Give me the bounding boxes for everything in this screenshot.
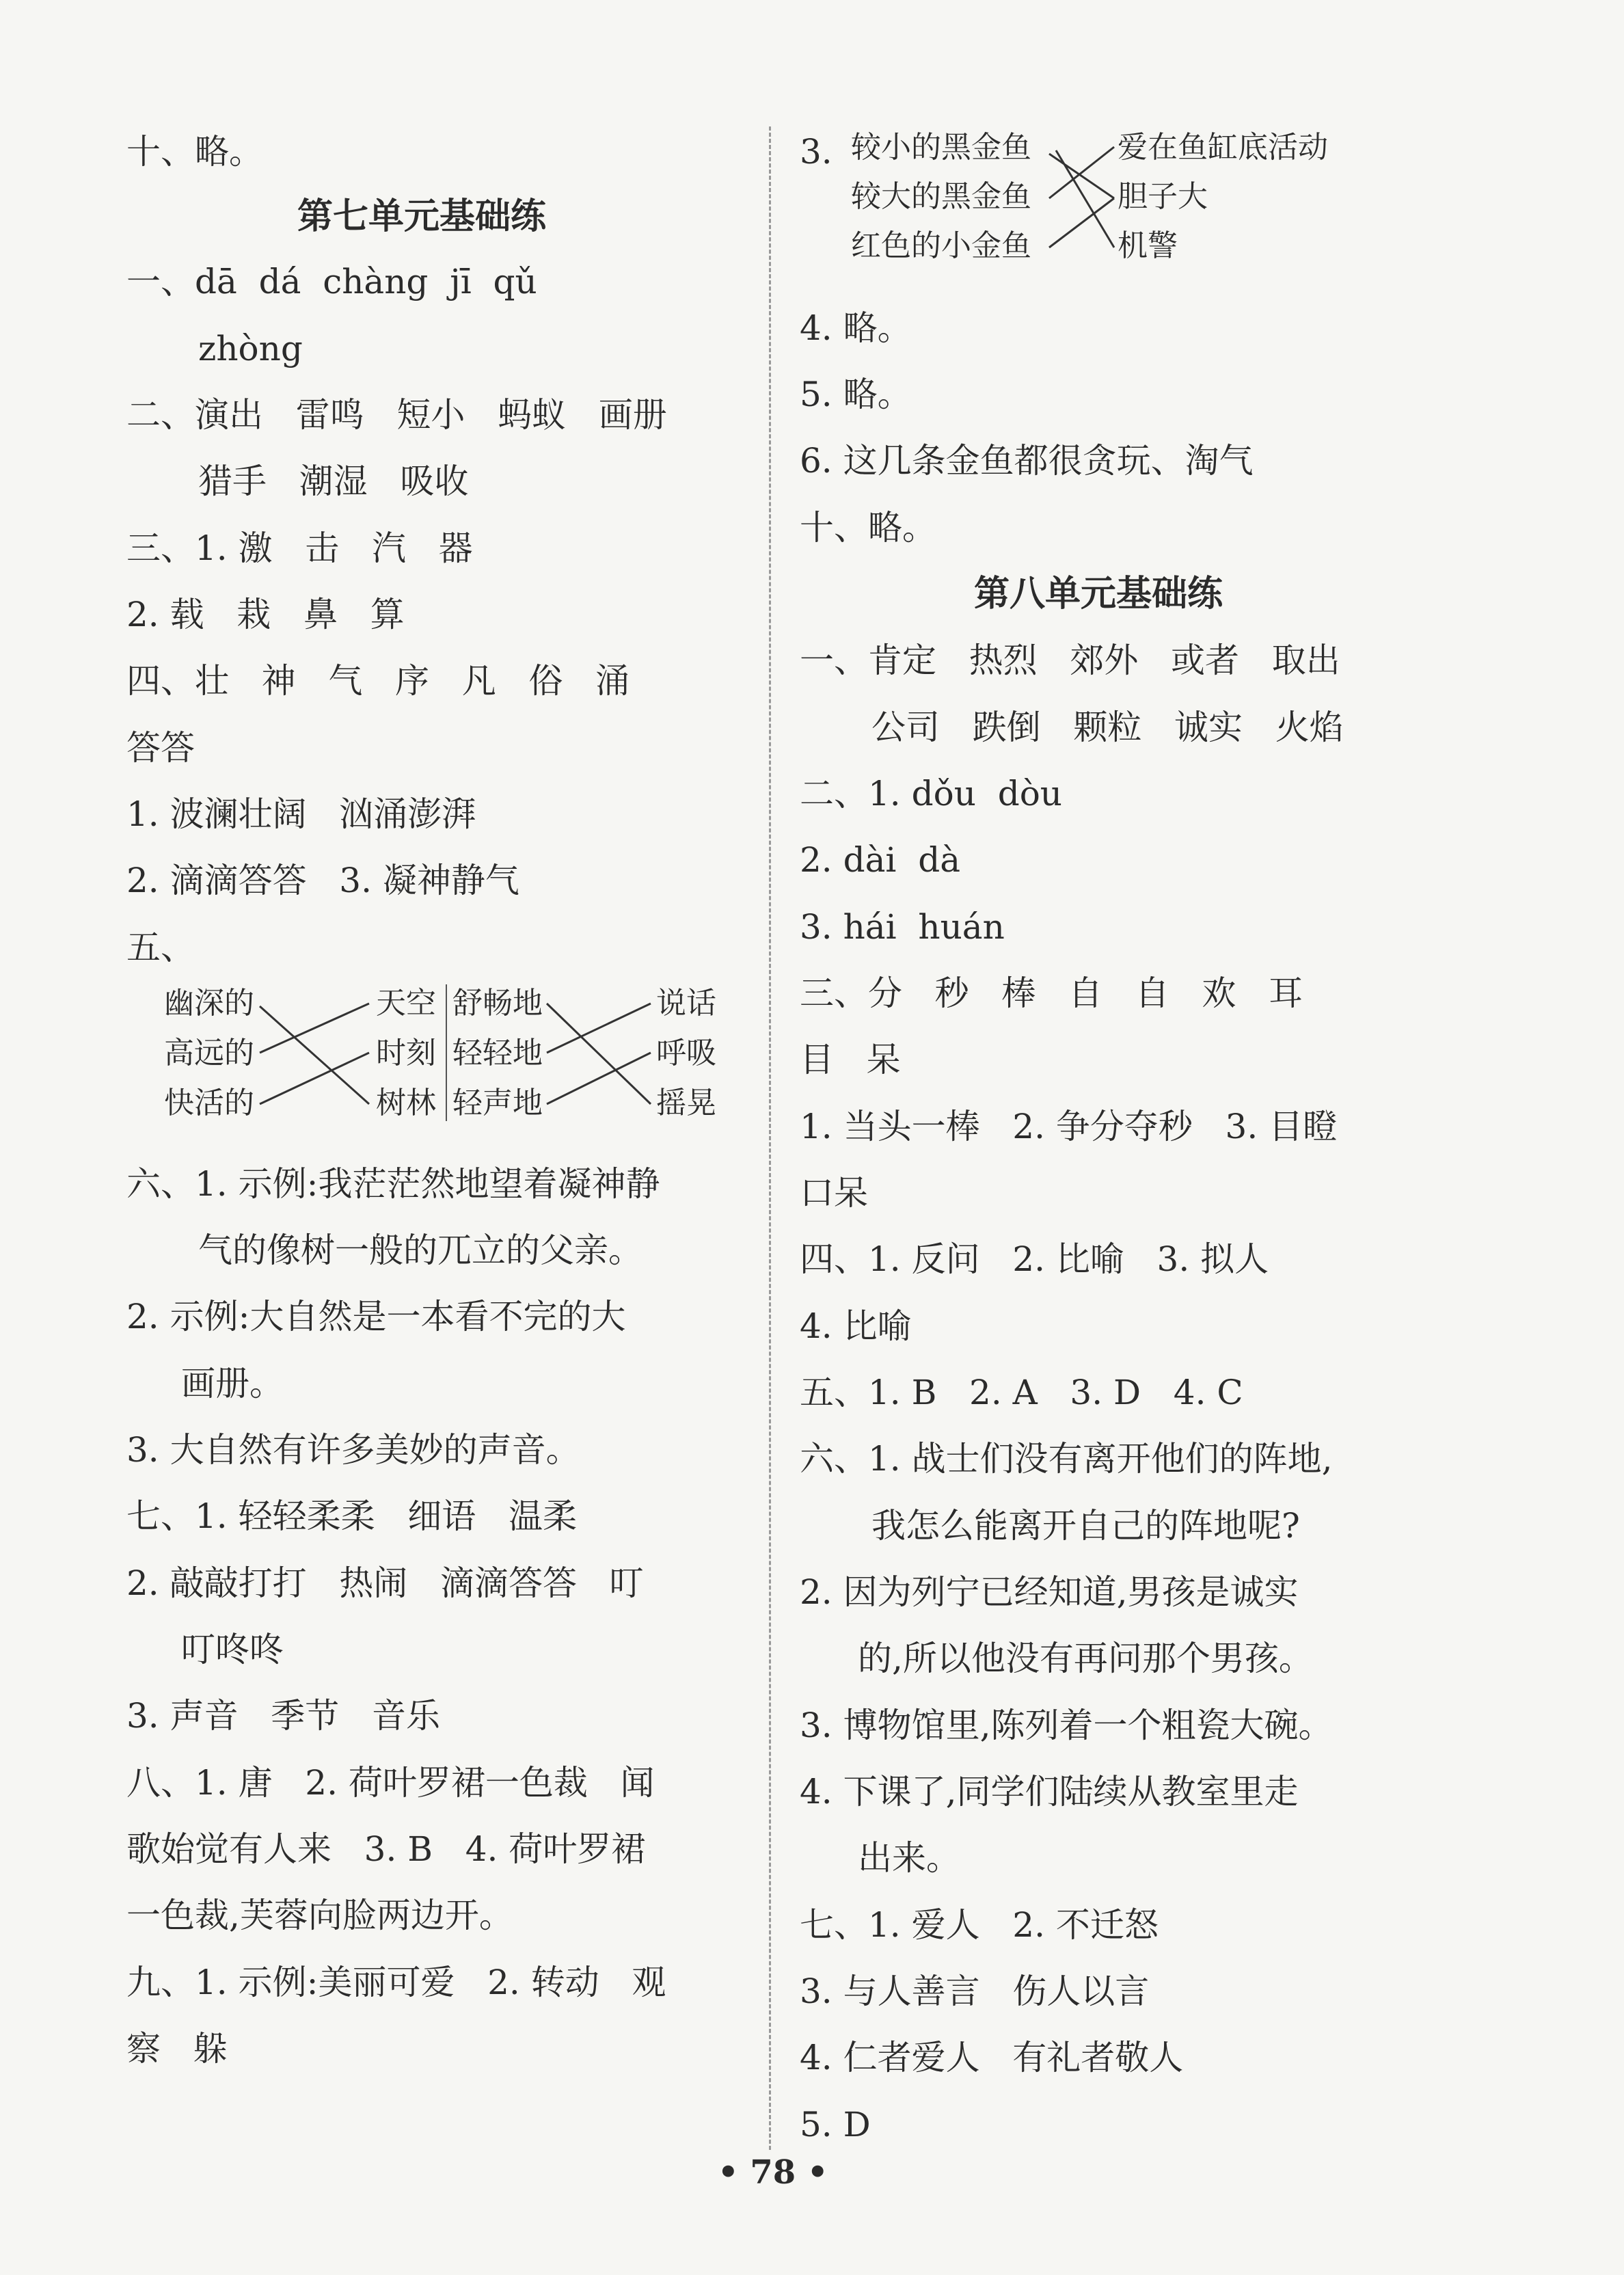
answer-line: 五、 (126, 928, 195, 967)
match-line (1056, 150, 1114, 247)
answer-line: 3. (800, 132, 833, 172)
match-line (547, 1053, 651, 1104)
match-item: 机警 (1118, 228, 1178, 263)
answer-line: 七、1. 爱人 2. 不迁怒 (800, 1905, 1159, 1945)
answer-line: 出来。 (858, 1838, 960, 1878)
match-line (547, 1004, 651, 1053)
match-item: 天空 (376, 986, 436, 1021)
unit8-title: 第八单元基础练 (974, 573, 1223, 615)
answer-line: 画册。 (181, 1364, 284, 1403)
answer-line: 2. dài dà (800, 840, 961, 880)
match-item: 胆子大 (1118, 179, 1208, 214)
match-item: 轻声地 (452, 1086, 543, 1120)
match-item: 树林 (376, 1086, 436, 1120)
answer-line: 3. 与人善言 伤人以言 (800, 1971, 1150, 2011)
answer-line: 十、略。 (800, 508, 936, 548)
match-item: 幽深的 (164, 986, 254, 1021)
answer-line: 1. 波澜壮阔 汹涌澎湃 (126, 794, 476, 834)
match-item: 说话 (656, 986, 716, 1021)
match-item: 红色的小金鱼 (851, 228, 1031, 263)
page-number: • 78 • (718, 2153, 828, 2192)
answer-line: 2. 敲敲打打 热闹 滴滴答答 叮 (126, 1563, 644, 1603)
answer-line: 目 呆 (800, 1040, 901, 1079)
answer-line: 察 躲 (126, 2029, 228, 2069)
match-item: 呼吸 (656, 1036, 716, 1071)
answer-line: zhòng (198, 329, 303, 368)
match-item: 爱在鱼缸底活动 (1118, 130, 1328, 165)
answer-line: 3. hái huán (800, 907, 1005, 947)
matching-diagram-goldfish (851, 123, 1384, 280)
answer-line: 4. 比喻 (800, 1306, 912, 1346)
answer-line: 口呆 (800, 1173, 868, 1213)
answer-line: 叮咚咚 (181, 1630, 284, 1669)
answer-line: 二、演出 雷鸣 短小 蚂蚁 画册 (126, 395, 667, 435)
answer-line: 六、1. 示例:我茫茫然地望着凝神静 (126, 1164, 660, 1204)
answer-line: 猎手 潮湿 吸收 (198, 461, 469, 501)
answer-line: 3. 声音 季节 音乐 (126, 1696, 440, 1736)
answer-line: 2. 滴滴答答 3. 凝神静气 (126, 861, 519, 900)
answer-line: 六、1. 战士们没有离开他们的阵地, (800, 1439, 1333, 1479)
matching-diagram-5 (164, 978, 731, 1155)
answer-line: 2. 因为列宁已经知道,男孩是诚实 (800, 1572, 1299, 1612)
match-item: 较小的黑金鱼 (851, 130, 1031, 165)
answer-line: 3. 大自然有许多美妙的声音。 (126, 1430, 580, 1470)
answer-line: 一色裁,芙蓉向脸两边开。 (126, 1896, 513, 1935)
answer-line: 一、dā dá chàng jī qǔ (126, 262, 537, 301)
match-item: 摇晃 (656, 1086, 716, 1120)
answer-line: 4. 下课了,同学们陆续从教室里走 (800, 1772, 1299, 1812)
answer-line: 5. D (800, 2105, 871, 2144)
answer-line: 答答 (126, 728, 195, 768)
answer-line: 2. 示例:大自然是一本看不完的大 (126, 1297, 626, 1336)
answer-line: 2. 载 栽 鼻 算 (126, 595, 405, 634)
answer-line: 4. 略。 (800, 308, 912, 348)
answer-line: 五、1. B 2. A 3. D 4. C (800, 1373, 1243, 1412)
match-item: 较大的黑金鱼 (851, 179, 1031, 214)
match-item: 舒畅地 (452, 986, 543, 1021)
answer-line: 1. 当头一棒 2. 争分夺秒 3. 目瞪 (800, 1107, 1338, 1146)
answer-line: 二、1. dǒu dòu (800, 774, 1063, 813)
match-line (547, 1004, 651, 1104)
answer-line: 6. 这几条金鱼都很贪玩、淘气 (800, 441, 1254, 481)
answer-line: 四、壮 神 气 序 凡 俗 涌 (126, 661, 630, 701)
answer-line: 八、1. 唐 2. 荷叶罗裙一色裁 闻 (126, 1763, 655, 1803)
column-divider (769, 126, 771, 2150)
answer-line: 十、略。 (126, 132, 263, 172)
match-item: 轻轻地 (452, 1036, 543, 1071)
match-item: 时刻 (376, 1036, 436, 1071)
answer-line: 气的像树一般的兀立的父亲。 (198, 1230, 642, 1270)
match-line (260, 1004, 369, 1053)
match-item: 高远的 (164, 1036, 254, 1071)
match-item: 快活的 (164, 1086, 254, 1120)
answer-line: 四、1. 反问 2. 比喻 3. 拟人 (800, 1239, 1269, 1279)
match-line (1049, 198, 1114, 247)
answer-line: 4. 仁者爱人 有礼者敬人 (800, 2038, 1184, 2077)
answer-line: 一、肯定 热烈 郊外 或者 取出 (800, 641, 1340, 680)
answer-line: 我怎么能离开自己的阵地呢? (871, 1506, 1300, 1546)
answer-line: 5. 略。 (800, 375, 912, 414)
match-line (260, 1053, 369, 1104)
answer-line: 公司 跌倒 颗粒 诚实 火焰 (871, 708, 1344, 747)
match-line (260, 1006, 369, 1104)
answer-line: 九、1. 示例:美丽可爱 2. 转动 观 (126, 1963, 666, 2002)
unit7-title: 第七单元基础练 (297, 196, 547, 237)
answer-line: 歌始觉有人来 3. B 4. 荷叶罗裙 (126, 1829, 646, 1869)
answer-line: 七、1. 轻轻柔柔 细语 温柔 (126, 1496, 577, 1536)
answer-line: 三、1. 激 击 汽 器 (126, 528, 473, 568)
answer-line: 3. 博物馆里,陈列着一个粗瓷大碗。 (800, 1706, 1333, 1745)
answer-line: 的,所以他没有再问那个男孩。 (858, 1639, 1313, 1678)
answer-line: 三、分 秒 棒 自 自 欢 耳 (800, 973, 1303, 1013)
